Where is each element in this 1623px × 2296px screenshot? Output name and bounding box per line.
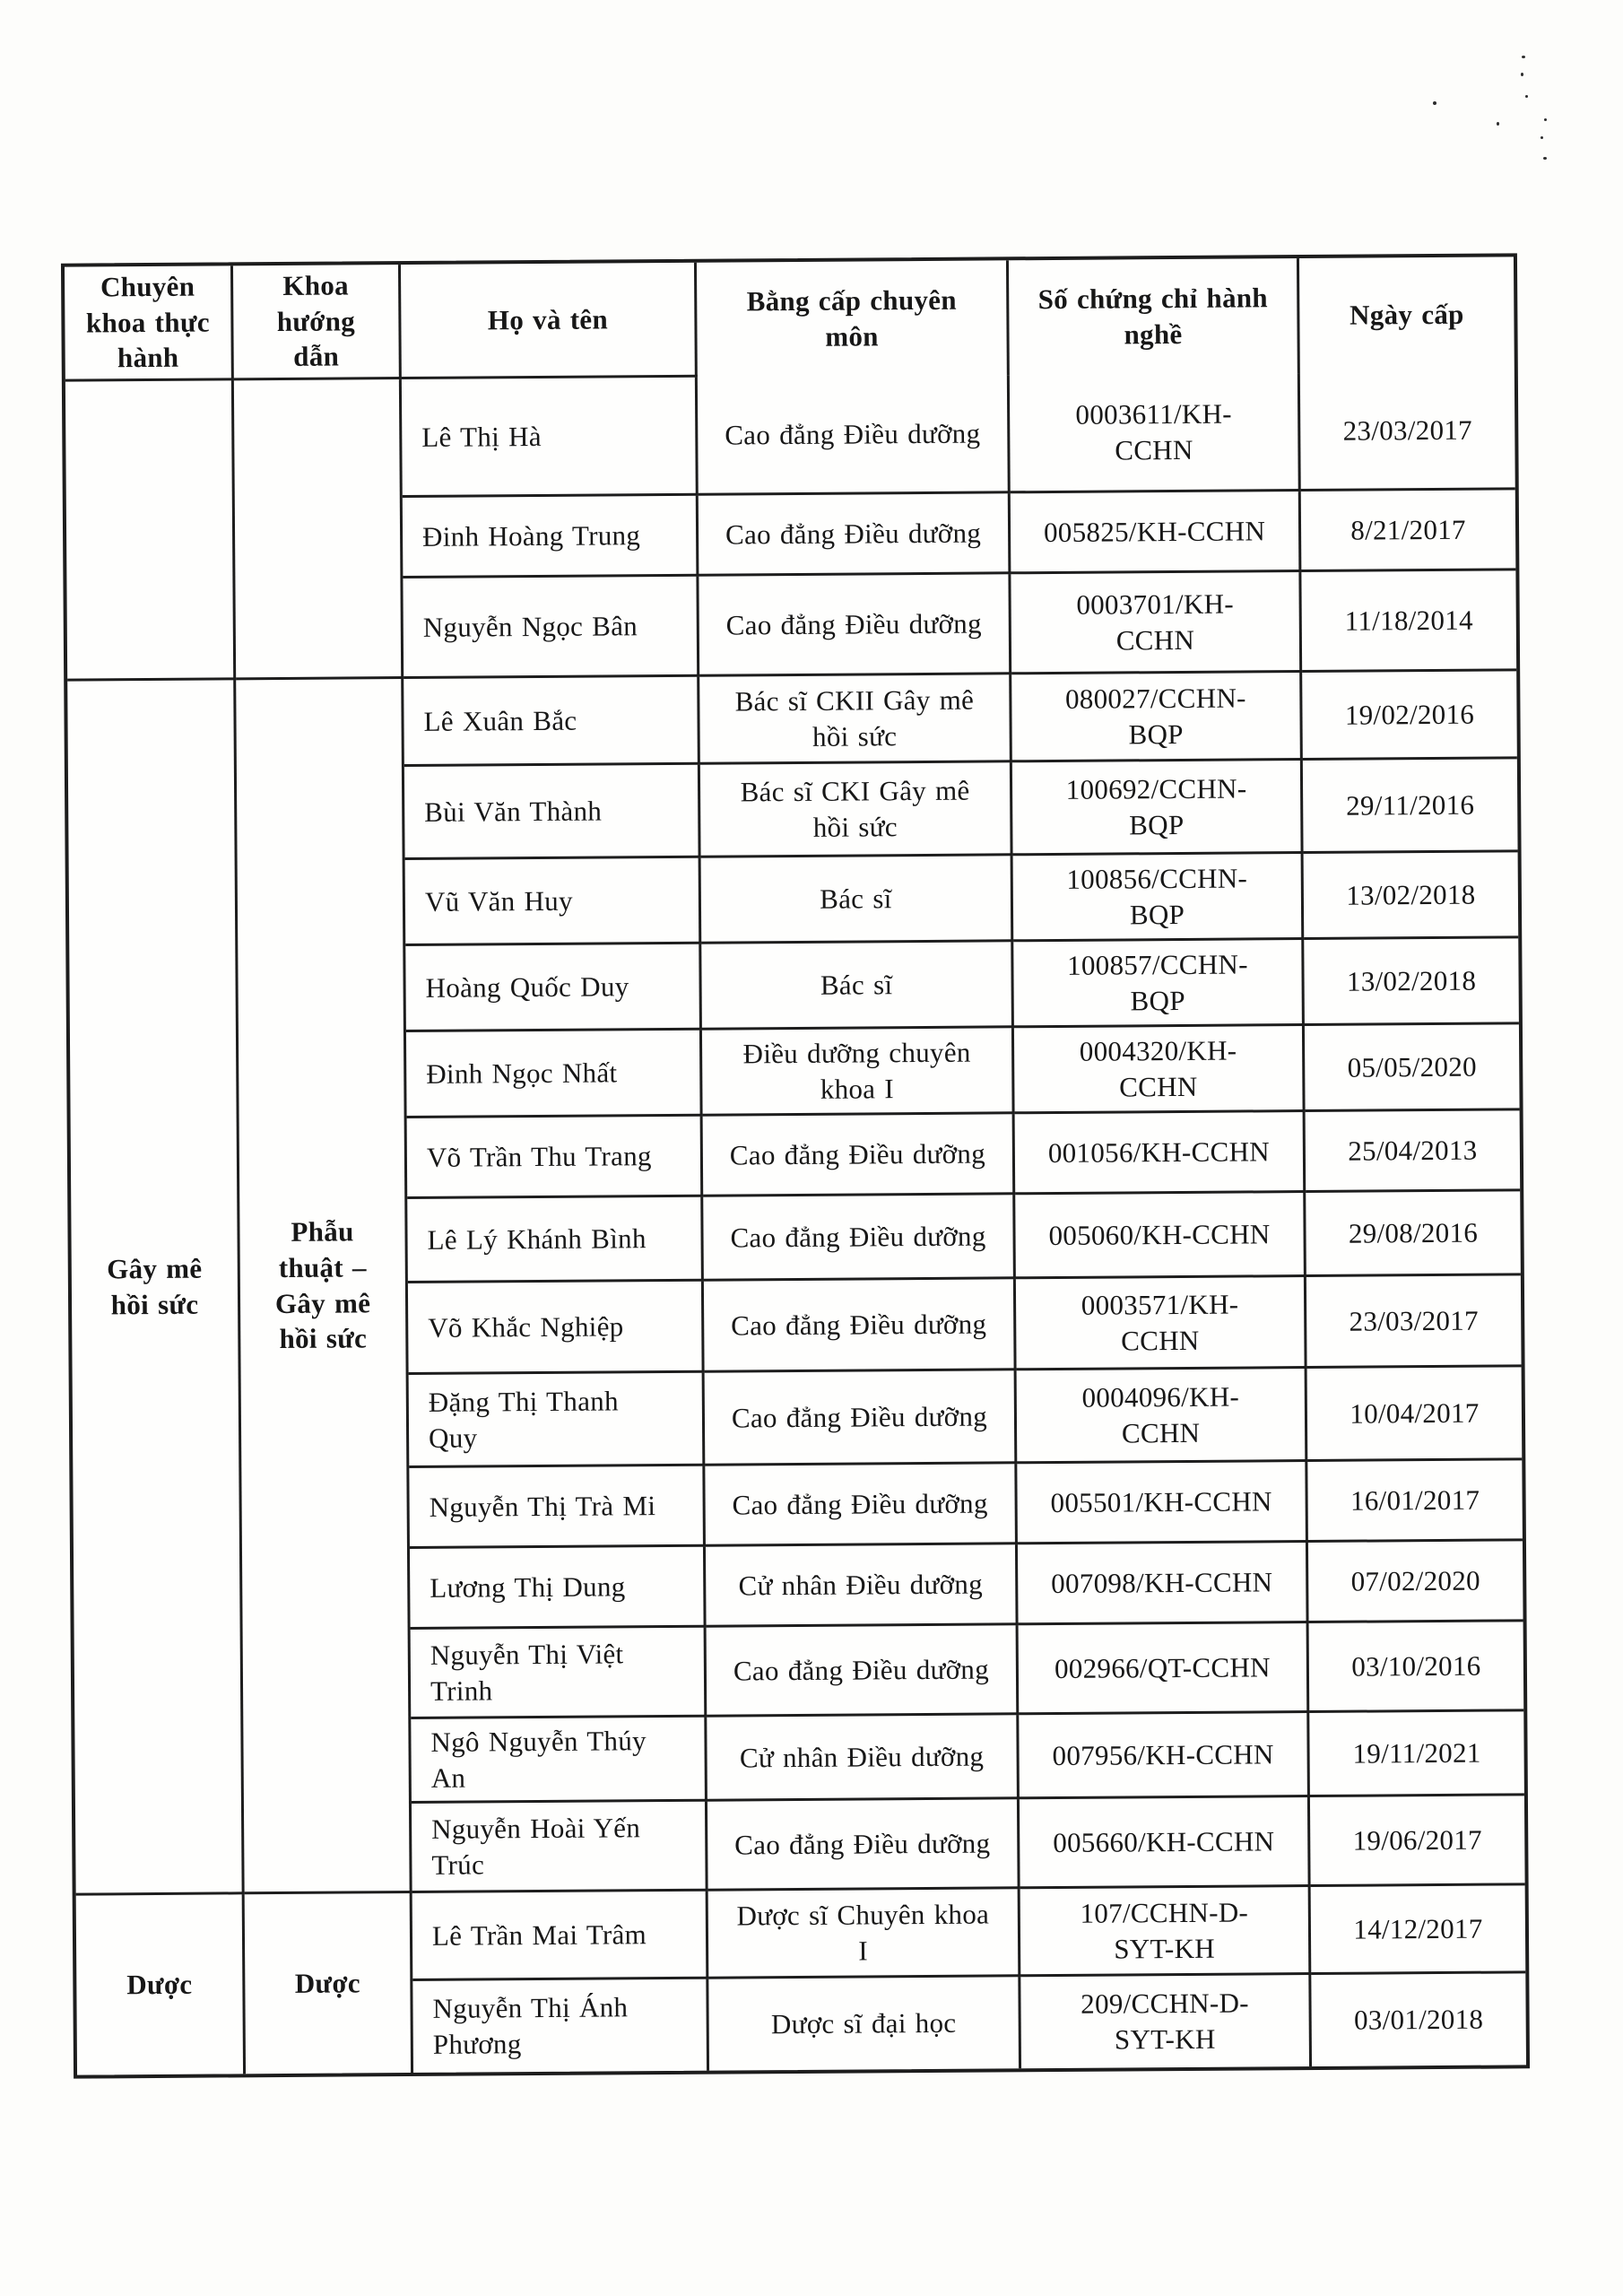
cert-cell: 107/CCHN-D- SYT-KH [1020, 1887, 1312, 1977]
scan-speck [1525, 95, 1528, 98]
date-cell: 16/01/2017 [1307, 1460, 1523, 1543]
cert-cell: 001056/KH-CCHN [1015, 1112, 1306, 1195]
date-cell: 07/02/2020 [1308, 1541, 1523, 1623]
cert-cell: 0004320/KH- CCHN [1014, 1026, 1306, 1114]
name-cell: Nguyễn Thị Trà Mi [409, 1466, 706, 1549]
name-cell: Hoàng Quốc Duy [405, 944, 702, 1032]
header-degree: Bằng cấp chuyên môn [697, 260, 1010, 377]
group-empty-specialty [65, 380, 236, 681]
cert-cell: 0003611/KH- CCHN [1010, 373, 1301, 493]
group-empty-department [234, 379, 404, 680]
scan-speck [1543, 157, 1547, 160]
date-cell: 19/02/2016 [1302, 671, 1517, 761]
cert-cell: 080027/CCHN- BQP [1011, 673, 1303, 762]
date-cell: 25/04/2013 [1306, 1110, 1521, 1193]
degree-cell: Cao đẳng Điều dưỡng [699, 493, 1011, 576]
header-specialty: Chuyên khoa thực hành [65, 265, 234, 381]
degree-cell: Cao đẳng Điều dưỡng [705, 1464, 1018, 1546]
name-cell: Bùi Văn Thành [404, 765, 701, 860]
date-cell: 29/11/2016 [1303, 759, 1518, 854]
date-cell: 8/21/2017 [1301, 490, 1516, 572]
cert-cell: 100857/CCHN- BQP [1013, 940, 1305, 1028]
degree-cell: Cao đẳng Điều dưỡng [699, 574, 1011, 676]
degree-cell: Cao đẳng Điều dưỡng [707, 1799, 1020, 1891]
name-cell: Lê Lý Khánh Bình [407, 1197, 704, 1283]
date-cell: 13/02/2018 [1304, 852, 1519, 940]
cert-cell: 100692/CCHN- BQP [1012, 761, 1304, 856]
date-cell: 23/03/2017 [1306, 1275, 1522, 1369]
date-cell: 03/10/2016 [1309, 1622, 1524, 1713]
date-cell: 23/03/2017 [1300, 371, 1515, 491]
degree-cell: Dược sĩ Chuyên khoa I [708, 1889, 1021, 1979]
date-cell: 03/01/2018 [1353, 2003, 1484, 2036]
cert-cell: 005501/KH-CCHN [1017, 1462, 1308, 1544]
scan-speck [1544, 118, 1547, 121]
degree-cell: Cao đẳng Điều dưỡng [707, 1625, 1020, 1717]
cert-cell: 005060/KH-CCHN [1015, 1193, 1306, 1279]
name-cell: Đặng Thị Thanh Quy [409, 1373, 706, 1468]
date-cell: 11/18/2014 [1301, 570, 1516, 673]
name-cell: Đinh Ngọc Nhất [406, 1031, 703, 1118]
name-cell: Nguyễn Thị Ánh Phương [412, 1979, 709, 2073]
degree-cell: Cao đẳng Điều dưỡng [703, 1195, 1016, 1281]
scan-speck [1521, 73, 1523, 76]
date-cell: 19/11/2021 [1309, 1711, 1524, 1797]
name-cell: Lương Thị Dung [410, 1547, 707, 1630]
name-cell: Nguyễn Hoài Yến Trúc [412, 1802, 708, 1893]
header-cert-number: Số chứng chỉ hành nghề [1009, 258, 1300, 375]
date-cell: 10/04/2017 [1307, 1367, 1523, 1462]
cert-cell: 209/CCHN-D- SYT-KH [1020, 1975, 1312, 2068]
degree-cell: Cử nhân Điều dưỡng [706, 1544, 1019, 1627]
scan-speck [1541, 136, 1543, 139]
header-name: Họ và tên [401, 263, 698, 379]
name-cell: Võ Trần Thu Trang [407, 1117, 704, 1199]
degree-cell: Bác sĩ CKI Gây mê hồi sức [700, 762, 1013, 857]
degree-cell: Cao đẳng Điều dưỡng [704, 1279, 1017, 1372]
name-cell: Võ Khắc Nghiệp [408, 1282, 705, 1375]
scan-speck [1433, 101, 1436, 105]
date-cell: 19/06/2017 [1310, 1796, 1525, 1887]
name-cell: Lê Thị Hà [402, 378, 699, 498]
group-pharmacy-department: Dược [245, 1893, 413, 2074]
degree-cell: Bác sĩ [701, 942, 1014, 1030]
degree-cell: Điều dưỡng chuyên khoa I [702, 1028, 1015, 1116]
name-cell: Nguyễn Thị Việt Trinh [411, 1628, 707, 1719]
name-cell: Đinh Hoàng Trung [403, 496, 699, 578]
header-issue-date: Ngày cấp [1349, 298, 1464, 331]
name-cell: Vũ Văn Huy [405, 858, 702, 946]
name-cell: Ngô Nguyễn Thúy An [411, 1718, 707, 1804]
cert-cell: 0003571/KH- CCHN [1016, 1277, 1307, 1370]
scan-speck [1522, 56, 1525, 58]
group-anesthesia-department: Phẫu thuật – Gây mê hồi sức [236, 679, 412, 1894]
date-cell: 14/12/2017 [1311, 1885, 1526, 1975]
cert-cell: 002966/QT-CCHN [1019, 1623, 1310, 1715]
degree-cell: Cao đẳng Điều dưỡng [703, 1114, 1016, 1196]
cert-cell: 007956/KH-CCHN [1019, 1713, 1310, 1799]
date-cell: 05/05/2020 [1305, 1024, 1520, 1112]
degree-cell: Cao đẳng Điều dưỡng [698, 375, 1011, 495]
date-cell: 29/08/2016 [1306, 1191, 1521, 1277]
degree-cell: Dược sĩ đại học [708, 1977, 1021, 2070]
header-department: Khoa hướng dẫn [233, 265, 402, 380]
name-cell: Lê Xuân Bắc [404, 677, 700, 767]
degree-cell: Cử nhân Điều dưỡng [707, 1715, 1020, 1801]
group-pharmacy-specialty: Dược [76, 1894, 246, 2074]
name-cell: Nguyễn Ngọc Bân [403, 577, 699, 679]
degree-cell: Bác sĩ [701, 856, 1014, 944]
cert-cell: 005825/KH-CCHN [1011, 491, 1302, 574]
date-cell: 13/02/2018 [1304, 938, 1519, 1026]
cert-cell: 007098/KH-CCHN [1018, 1543, 1309, 1625]
cert-cell: 005660/KH-CCHN [1020, 1797, 1311, 1889]
cert-cell: 100856/CCHN- BQP [1013, 854, 1305, 942]
degree-cell: Cao đẳng Điều dưỡng [705, 1370, 1018, 1465]
practitioner-table [61, 253, 1530, 2078]
cert-cell: 0003701/KH- CCHN [1011, 572, 1302, 674]
cert-cell: 0004096/KH- CCHN [1017, 1369, 1308, 1464]
group-anesthesia-specialty: Gây mê hồi sức [67, 680, 244, 1895]
degree-cell: Bác sĩ CKII Gây mê hồi sức [699, 674, 1012, 764]
scan-speck [1497, 122, 1499, 126]
name-cell: Lê Trần Mai Trâm [412, 1892, 709, 1981]
